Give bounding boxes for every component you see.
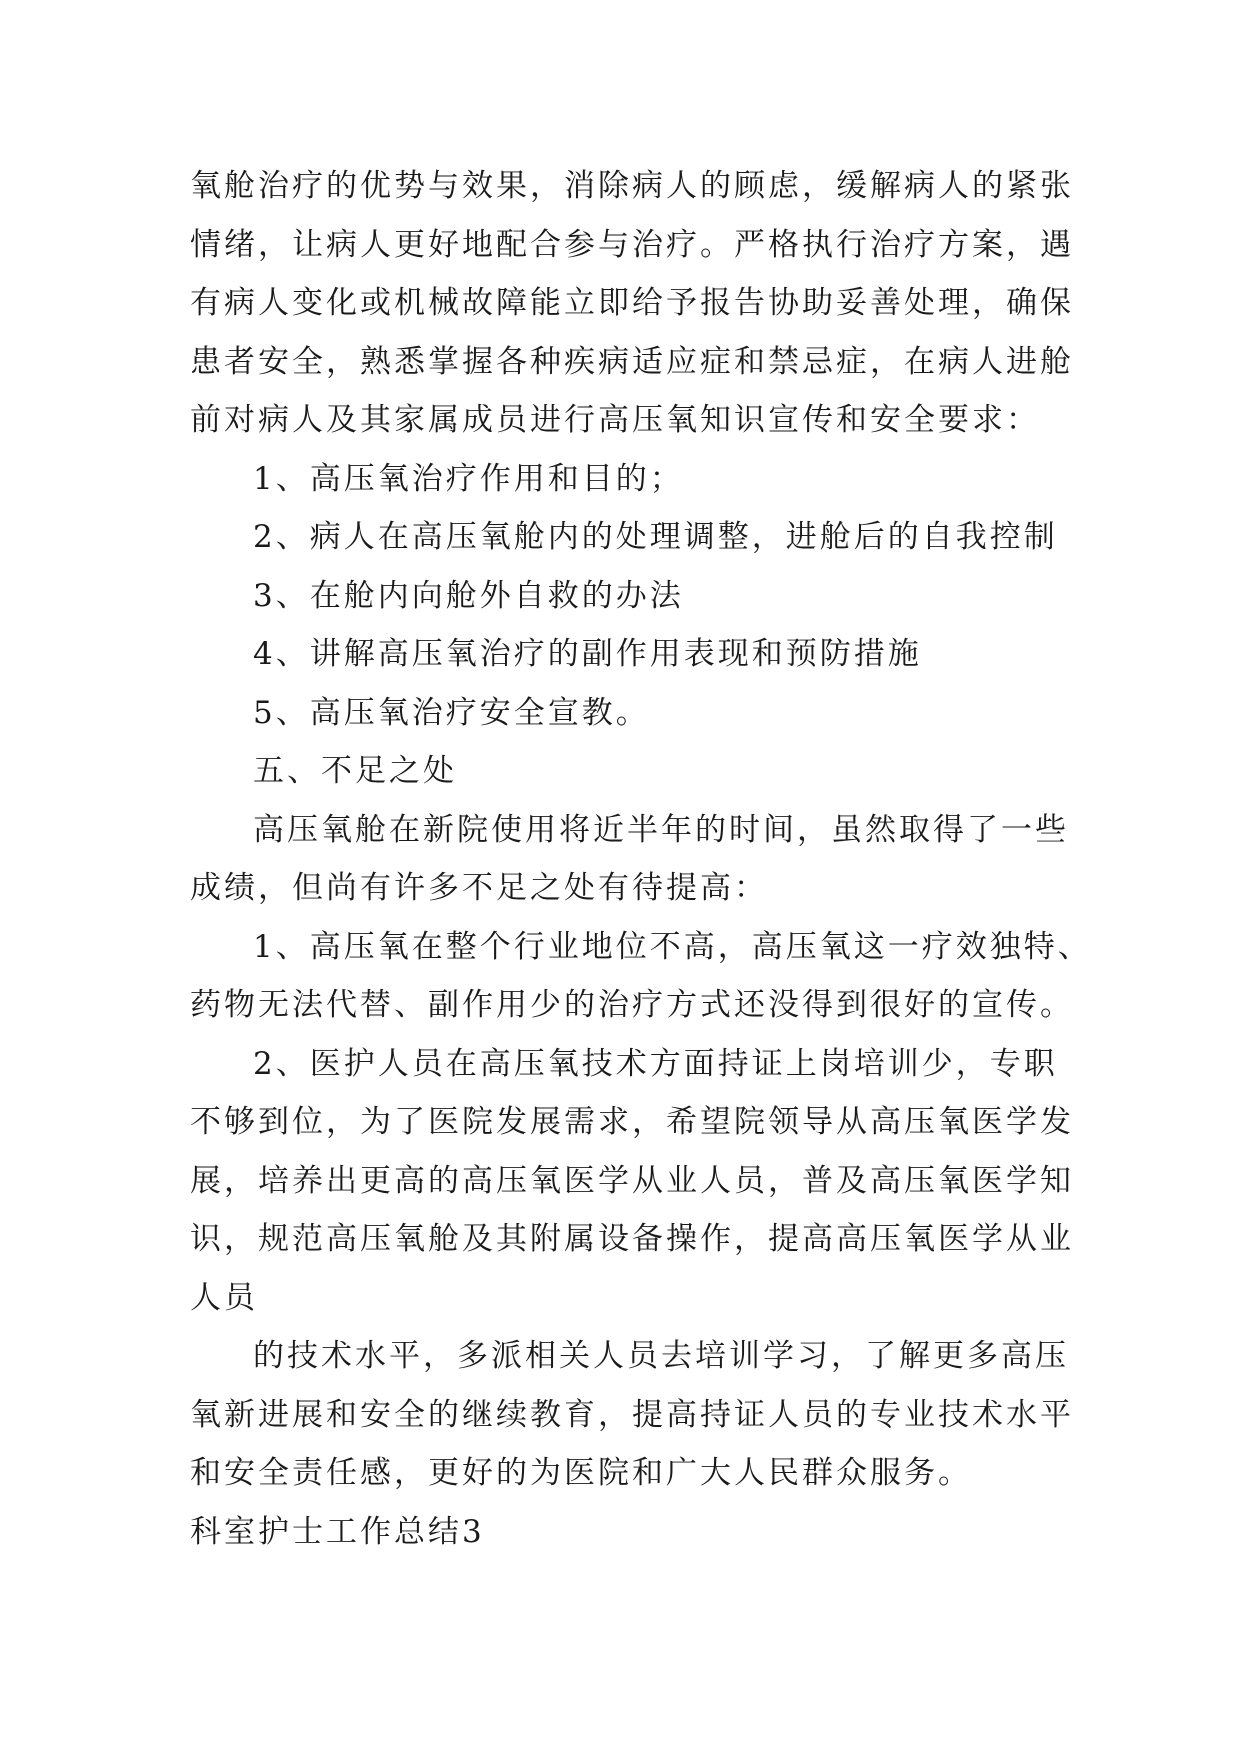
text-line: 2、病人在高压氧舱内的处理调整，进舱后的自我控制 — [253, 519, 1058, 555]
text-line: 药物无法代替、副作用少的治疗方式还没得到很好的宣传。 — [190, 987, 1074, 1023]
text-line: 成绩，但尚有许多不足之处有待提高： — [190, 870, 768, 906]
text-line: 不够到位，为了医院发展需求，希望院领导从高压氧医学发 — [190, 1104, 1074, 1140]
text-line: 1、高压氧在整个行业地位不高，高压氧这一疗效独特、 — [253, 928, 1092, 965]
text-line: 和安全责任感，更好的为医院和广大人民群众服务。 — [190, 1455, 972, 1491]
text-line: 3、在舱内向舱外自救的办法 — [253, 577, 684, 614]
text-line: 患者安全，熟悉掌握各种疾病适应症和禁忌症，在病人进舱 — [190, 343, 1074, 380]
text-line: 1、高压氧治疗作用和目的； — [253, 460, 684, 497]
text-line: 前对病人及其家属成员进行高压氧知识宣传和安全要求： — [190, 402, 1040, 438]
text-line: 五、不足之处 — [253, 753, 457, 789]
text-line: 4、讲解高压氧治疗的副作用表现和预防措施 — [253, 636, 922, 672]
text-line: 的技术水平，多派相关人员去培训学习，了解更多高压 — [253, 1338, 1069, 1374]
text-line: 识，规范高压氧舱及其附属设备操作，提高高压氧医学从业 — [190, 1221, 1074, 1257]
text-line: 氧舱治疗的优势与效果，消除病人的顾虑，缓解病人的紧张 — [190, 168, 1074, 204]
text-line: 2、医护人员在高压氧技术方面持证上岗培训少，专职 — [253, 1045, 1058, 1082]
document-body — [190, 157, 1092, 1561]
text-line: 展，培养出更高的高压氧医学从业人员，普及高压氧医学知 — [190, 1162, 1074, 1199]
text-line: 高压氧舱在新院使用将近半年的时间，虽然取得了一些 — [253, 811, 1069, 848]
text-line: 5、高压氧治疗安全宣教。 — [253, 694, 650, 731]
text-line: 科室护士工作总结3 — [190, 1513, 485, 1550]
text-line: 人员 — [190, 1279, 258, 1316]
text-line: 有病人变化或机械故障能立即给予报告协助妥善处理，确保 — [190, 285, 1074, 321]
text-line: 氧新进展和安全的继续教育，提高持证人员的专业技术水平 — [190, 1396, 1074, 1433]
text-line: 情绪，让病人更好地配合参与治疗。严格执行治疗方案，遇 — [190, 226, 1074, 263]
